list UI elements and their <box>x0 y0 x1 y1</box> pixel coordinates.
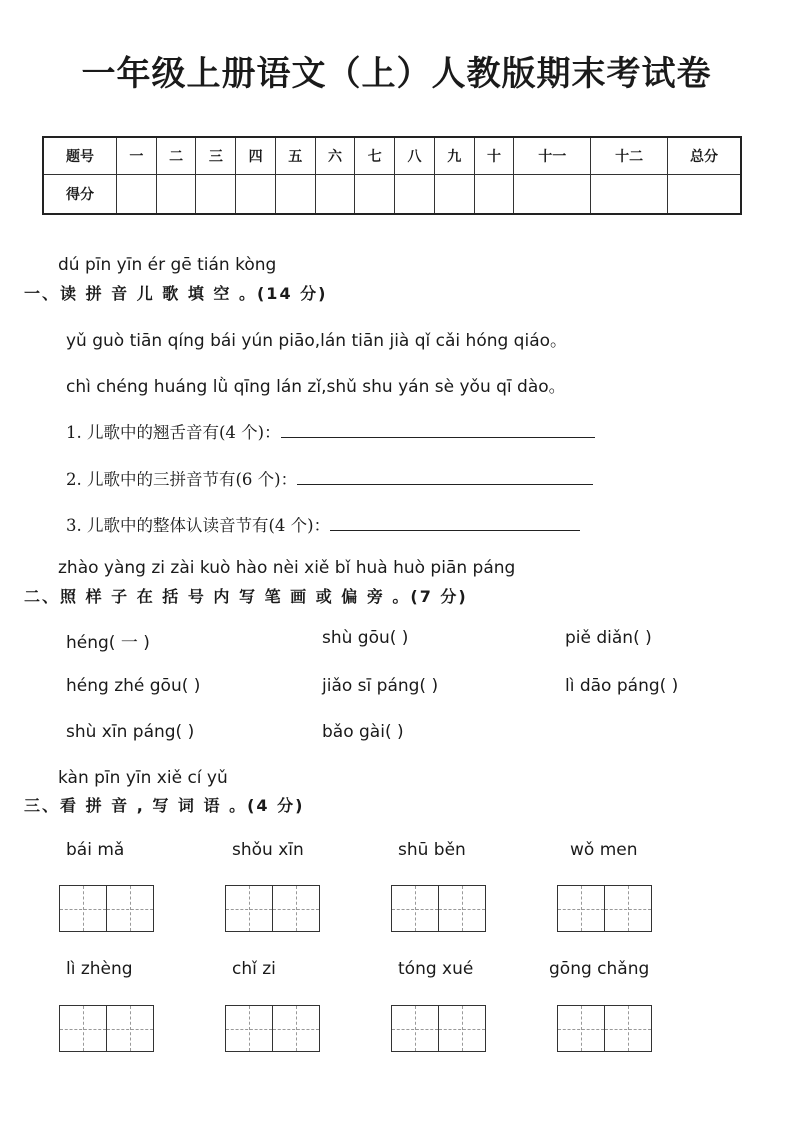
writing-grid[interactable] <box>557 1005 652 1052</box>
score-cell[interactable] <box>196 175 236 215</box>
question-2-answer-line[interactable] <box>297 470 593 485</box>
score-cell[interactable] <box>275 175 315 215</box>
stroke-item[interactable]: héng zhé gōu( ) <box>66 676 201 696</box>
score-header-cell: 十 <box>474 137 514 175</box>
score-cell[interactable] <box>514 175 591 215</box>
score-cell[interactable] <box>355 175 395 215</box>
score-header-cell: 题号 <box>43 137 117 175</box>
question-1 <box>66 419 595 443</box>
page-title: 一年级上册语文（上）人教版期末考试卷 <box>81 54 712 94</box>
word-pinyin: chǐ zi <box>232 959 276 979</box>
score-header-cell: 七 <box>355 137 395 175</box>
word-pinyin: shǒu xīn <box>232 840 304 860</box>
section3-pinyin: kàn pīn yīn xiě cí yǔ <box>58 768 228 788</box>
stroke-item[interactable]: shù gōu( ) <box>322 628 409 648</box>
score-header-cell: 四 <box>236 137 276 175</box>
writing-grid[interactable] <box>391 1005 486 1052</box>
stroke-item[interactable]: piě diǎn( ) <box>565 628 652 648</box>
writing-grid[interactable] <box>59 1005 154 1052</box>
word-pinyin: tóng xué <box>398 959 474 979</box>
stroke-item[interactable]: jiǎo sī páng( ) <box>322 676 439 696</box>
section1-pinyin: dú pīn yīn ér gē tián kòng <box>58 255 277 275</box>
writing-grid[interactable] <box>225 1005 320 1052</box>
writing-grid[interactable] <box>225 885 320 932</box>
section3-heading: 三、看 拼 音 , 写 词 语 。(4 分) <box>24 796 305 815</box>
score-header-cell: 二 <box>156 137 196 175</box>
section1-heading: 一、读 拼 音 儿 歌 填 空 。(14 分) <box>24 284 328 303</box>
score-header-cell: 九 <box>434 137 474 175</box>
score-header-cell: 一 <box>117 137 157 175</box>
score-cell[interactable] <box>395 175 435 215</box>
word-pinyin: bái mǎ <box>66 840 125 860</box>
score-header-cell: 六 <box>315 137 355 175</box>
score-header-cell: 三 <box>196 137 236 175</box>
question-3 <box>66 512 580 536</box>
section2-pinyin: zhào yàng zi zài kuò hào nèi xiě bǐ huà huò piān páng <box>58 558 516 578</box>
score-row-label: 得分 <box>43 175 117 215</box>
score-header-cell: 总分 <box>668 137 742 175</box>
word-pinyin: wǒ men <box>570 840 638 860</box>
score-cell[interactable] <box>474 175 514 215</box>
question-3-answer-line[interactable] <box>330 516 580 531</box>
score-header-cell: 十一 <box>514 137 591 175</box>
score-cell[interactable] <box>117 175 157 215</box>
score-cell[interactable] <box>434 175 474 215</box>
word-pinyin: lì zhèng <box>66 959 133 979</box>
question-3-text: 3. 儿歌中的整体认读音节有(4 个)： <box>66 516 331 535</box>
score-header-cell: 十二 <box>591 137 668 175</box>
section2-heading: 二、照 样 子 在 括 号 内 写 笔 画 或 偏 旁 。(7 分) <box>24 587 468 606</box>
question-1-text: 1. 儿歌中的翘舌音有(4 个)： <box>66 423 281 442</box>
stroke-item[interactable]: shù xīn páng( ) <box>66 722 195 742</box>
score-table <box>42 136 742 215</box>
score-cell[interactable] <box>156 175 196 215</box>
writing-grid[interactable] <box>59 885 154 932</box>
score-cell[interactable] <box>236 175 276 215</box>
score-cell[interactable] <box>591 175 668 215</box>
writing-grid[interactable] <box>391 885 486 932</box>
stroke-item[interactable]: lì dāo páng( ) <box>565 676 679 696</box>
section1-poem-line: yǔ guò tiān qíng bái yún piāo,lán tiān jià qǐ cǎi hóng qiáo。 <box>66 331 568 351</box>
score-cell[interactable] <box>668 175 742 215</box>
writing-grid[interactable] <box>557 885 652 932</box>
question-2 <box>66 466 593 490</box>
question-1-answer-line[interactable] <box>281 423 595 438</box>
score-cell[interactable] <box>315 175 355 215</box>
score-header-cell: 五 <box>275 137 315 175</box>
word-pinyin: gōng chǎng <box>549 959 650 979</box>
section1-poem-line: chì chéng huáng lǜ qīng lán zǐ,shǔ shu yán sè yǒu qī dào。 <box>66 377 566 397</box>
stroke-item[interactable]: bǎo gài( ) <box>322 722 404 742</box>
word-pinyin: shū běn <box>398 840 466 860</box>
stroke-item[interactable]: héng( 一 ) <box>66 633 150 653</box>
question-2-text: 2. 儿歌中的三拼音节有(6 个)： <box>66 470 298 489</box>
score-header-cell: 八 <box>395 137 435 175</box>
